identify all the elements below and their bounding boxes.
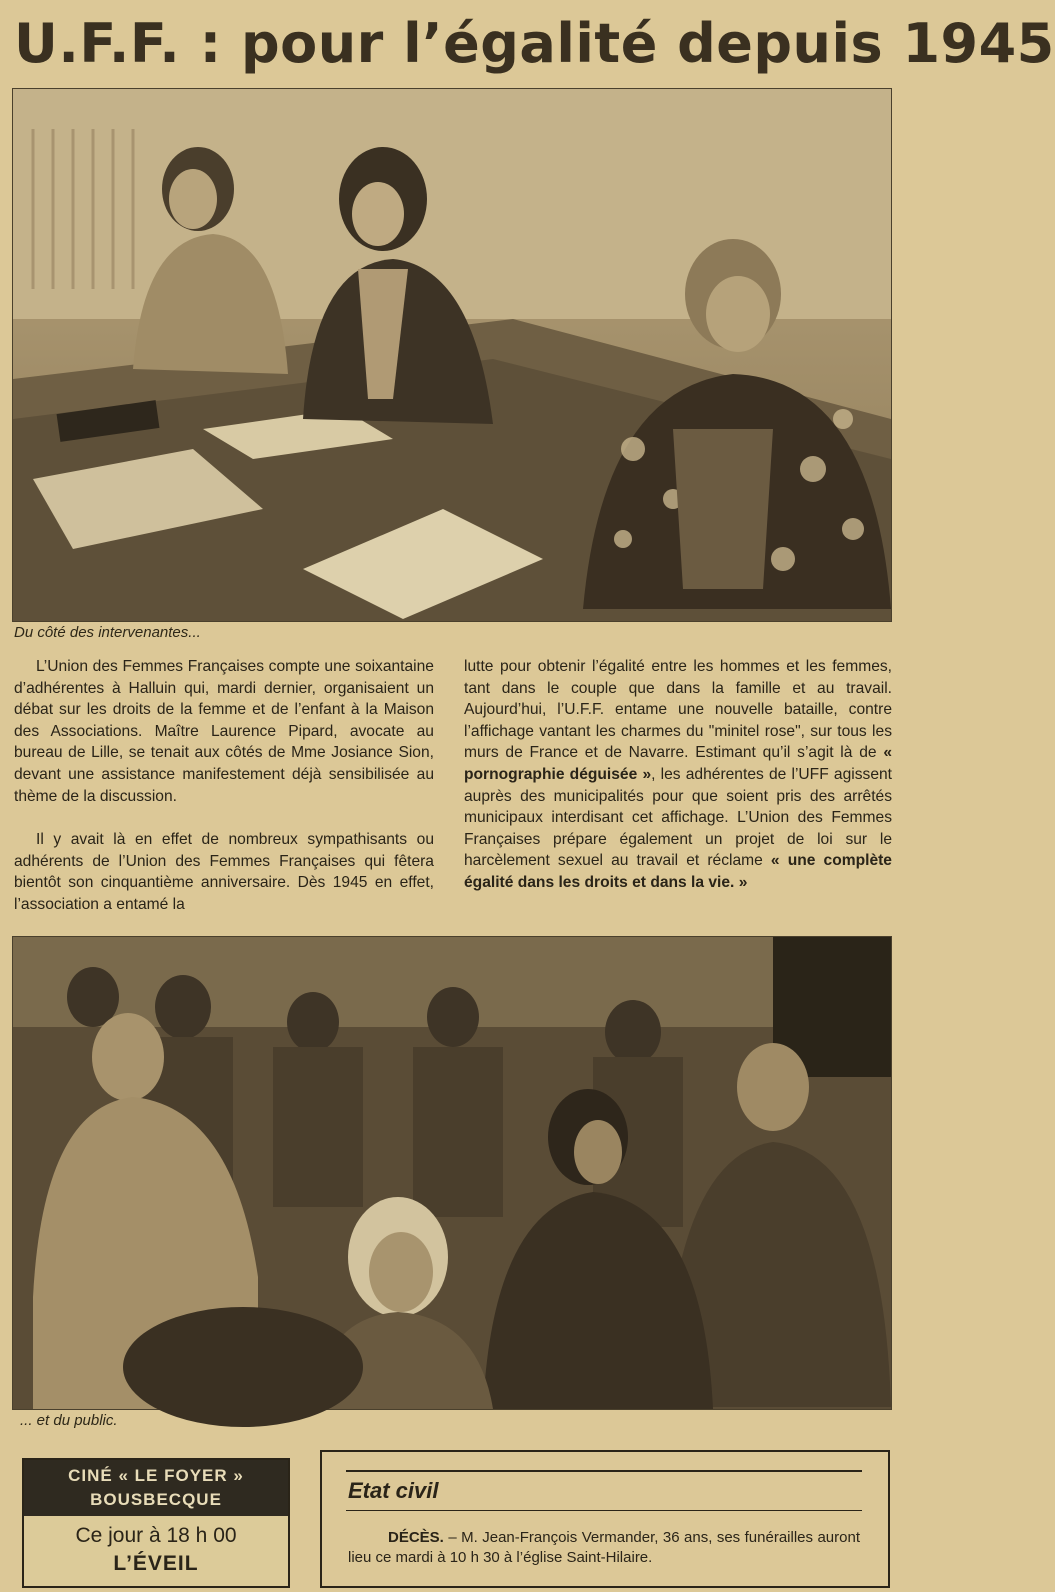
photo-speakers xyxy=(12,88,892,622)
cinema-body xyxy=(24,1516,288,1578)
cinema-box xyxy=(22,1458,290,1588)
caption-audience: ... et du public. xyxy=(20,1412,118,1429)
caption-speakers: Du côté des intervenantes... xyxy=(14,624,201,641)
cinema-showtime: Ce jour à 18 h 00 xyxy=(75,1524,237,1547)
article-paragraph-1: L’Union des Femmes Françaises compte une soixantaine d’adhérentes à Halluin qui, mardi dernier, organisaient un débat sur les droits de la femme et de l’enfant à la Maison des Associations. Maître Laurence Pipard, avocate au bureau de Lille, se tenait aux côtés de Mme Josiance Sion, devant une assistance manifestement déjà sensibilisée au thème de la discussion. xyxy=(14,658,434,805)
article-quote-egalite: « une complète égalité dans les droits et dans la vie. » xyxy=(464,852,892,891)
headline: U.F.F. : pour l’égalité depuis 1945 xyxy=(14,12,1055,75)
article-column-right xyxy=(464,656,892,894)
divider xyxy=(346,1470,862,1472)
cinema-town: BOUSBECQUE xyxy=(90,1490,222,1509)
death-notice-label: DÉCÈS. xyxy=(388,1529,444,1546)
article-text-segment: , les adhérentes de l’UFF agissent auprès des municipalités pour que soient pris des arrêtés municipaux interdisant cet affichage. L’Union des Femmes Françaises prépare également un projet de loi sur le harcèlement sexuel au travail et réclame xyxy=(464,765,892,870)
photo-audience xyxy=(12,936,892,1410)
divider xyxy=(346,1510,862,1511)
cinema-film-title: L’ÉVEIL xyxy=(113,1552,199,1575)
etat-civil-title: Etat civil xyxy=(348,1478,439,1503)
article-paragraph-2: Il y avait là en effet de nombreux sympathisants ou adhérents de l’Union des Femmes Françaises qui fêtera bientôt son cinquantième anniversaire. Dès 1945 en effet, l’association a entamé la xyxy=(14,831,434,913)
article-text-segment: lutte pour obtenir l’égalité entre les hommes et les femmes, tant dans le couple que dans la famille et au travail. Aujourd’hui, l’U.F.F. entame une nouvelle bataille, contre l’affichage vantant les charmes du "minitel rose", sur tous les murs de France et de Navarre. Estimant qu’il s’agit là de xyxy=(464,658,892,762)
etat-civil-box xyxy=(320,1450,890,1588)
death-notice-text: – M. Jean-François Vermander, 36 ans, ses funérailles auront lieu ce mardi à 10 h 30 à l’église Saint-Hilaire. xyxy=(348,1529,860,1566)
death-notice xyxy=(348,1528,860,1568)
article-paragraph-3 xyxy=(464,656,892,894)
article-column-left xyxy=(14,656,434,916)
article-quote-pornographie: « pornographie déguisée » xyxy=(464,744,892,783)
cinema-name: CINÉ « LE FOYER » xyxy=(68,1466,244,1485)
cinema-header xyxy=(24,1460,288,1516)
